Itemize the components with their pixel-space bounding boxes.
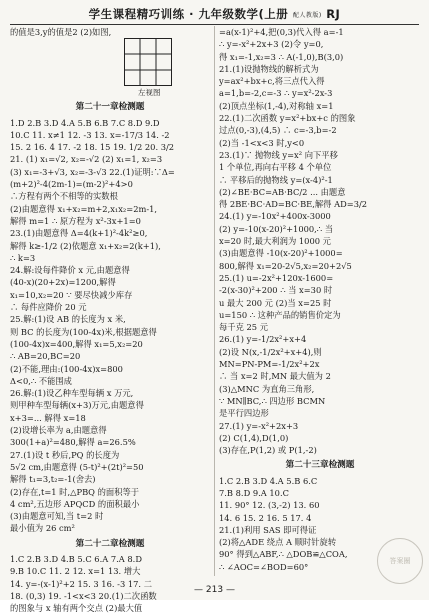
answer-line: (2)设 N(x,-1/2x²+x+4),则 <box>219 346 322 357</box>
answer-line: 5√2 cm,由题意得 (5-t)²+(2t)²=50 <box>10 461 144 472</box>
answer-line: 10.C 11. x≠1 12. -3 13. x=-17/3 14. -2 <box>10 129 170 140</box>
answer-line: 14. 6 15. 2 16. 5 17. 4 <box>219 512 312 523</box>
answer-line: 14. y=-(x-1)²+2 15. 3 16. -3 17. 二 <box>10 578 152 589</box>
answer-line: x+3=... 解得 x=18 <box>10 412 86 423</box>
section-title-21: 第二十一章检测题 <box>75 102 145 113</box>
answer-line: 得 2BE·BC·AD=BC·BE,解得 AD=3/2 <box>219 199 368 210</box>
answer-line: 解得 k≥-1/2 (2)依题意 x₁+x₂=2(k+1), <box>10 240 161 251</box>
answer-line: 26.(1) y=-1/2x²+x+4 <box>219 334 307 345</box>
answer-line: (100-4x)x=400,解得 x₁=5,x₂=20 <box>10 338 143 349</box>
header-subtitle: 配人教版) <box>292 12 322 19</box>
answer-line: 1 个单位,再向右平移 4 个单位 <box>219 162 332 173</box>
answer-line: ∴ 每件应降价 20 元 <box>10 302 87 313</box>
answer-line: 23.(1)∵ 抛物线 y=x² 向下平移 <box>219 149 338 160</box>
right-column <box>219 26 421 576</box>
grid-diagram <box>124 38 172 86</box>
answer-line: 90° 得到△ABF,∴ △DOB≌△COA, <box>219 549 348 560</box>
answer-line: a=1,b=-2,c=-3 ∴ y=x²-2x-3 <box>219 88 333 99</box>
answer-line: ∴ 当 x=2 时,MN 最大值为 2 <box>219 371 331 382</box>
answer-line: (2)存在,t=1 时,△PBQ 的面积等于 <box>10 486 140 497</box>
header-code: RJ <box>326 7 341 21</box>
answer-line: 27.(1) y=-x²+2x+3 <box>219 420 299 431</box>
answer-line: ∴ 平移后的抛物线 y=(x-4)²-1 <box>219 174 333 185</box>
answer-line: 则 BC 的长度为(100-4x)米,根据题意得 <box>10 326 157 337</box>
answer-line: (2)顶点坐标(1,-4),对称轴 x=1 <box>219 100 334 111</box>
answer-line: 25.(1) u=-2x²+120x-1600= <box>219 272 334 283</box>
answer-line: (3)由题意可知,当 t=2 时 <box>10 511 104 522</box>
answer-line: 25.解:(1)设 AB 的长度为 x 米, <box>10 314 126 325</box>
watermark-stamp: 答案圈 <box>377 538 423 584</box>
answer-line: 解得 t₁=3,t₂=-1(舍去) <box>10 474 96 485</box>
answer-line: (2)将△ADE 绕点 A 顺时针旋转 <box>219 537 337 548</box>
answer-line: ∴ ∠AOC=∠BOD=60° <box>219 561 309 572</box>
answer-line: u 最大 200 元 (2)当 x=25 时 <box>219 297 332 308</box>
answer-line: 每千克 25 元 <box>219 322 269 333</box>
answer-line: (2) C(1,4),D(1,0) <box>219 432 289 443</box>
section-title-23: 第二十三章检测题 <box>285 460 355 471</box>
answer-line: 则甲种车型每辆(x+3)万元,由题意得 <box>10 400 144 411</box>
answer-line: (m+2)²-4(2m-1)=(m-2)²+4>0 <box>10 179 133 190</box>
answer-line: (2) y=-10(x-20)²+1000,∴ 当 <box>219 223 334 234</box>
answer-line: (2)∠BE·BC=AB·BC/2 ... 由题意 <box>219 186 346 197</box>
answer-line: 解得 m=1 ∴ 原方程为 x²-3x+1=0 <box>10 215 141 226</box>
answer-line: 300(1+a)²=480,解得 a=26.5% <box>10 437 136 448</box>
answer-line: -2(x-30)²+200 ∴ 当 x=30 时 <box>219 285 333 296</box>
answer-line: 18. (0,3) 19. -1<x<3 20.(1)二次函数 <box>10 590 157 601</box>
answer-line: Δ<0,∴ 不能围成 <box>10 375 72 386</box>
grid-figure <box>120 38 200 98</box>
answer-line: (2)设增长率为 a,由题意得 <box>10 425 107 436</box>
answer-line: y=ax²+bx+c,将三点代入得 <box>219 76 325 87</box>
answer-line: 过点(0,-3),(4,5) ∴ c=-3,b=-2 <box>219 125 337 136</box>
answer-line: (3)存在,P(1,2) 或 P(1,-2) <box>219 445 317 456</box>
answer-line: 1.C 2.B 3.D 4.A 5.B 6.C <box>219 475 318 486</box>
answer-line: 的图象与 x 轴有两个交点 (2)最大值 <box>10 603 143 614</box>
answer-line: x₁=10,x₂=20 ∵ 要尽快减少库存 <box>10 289 133 300</box>
left-column <box>10 26 210 614</box>
left-tail-list <box>10 553 210 614</box>
answer-line: ∴ k=3 <box>10 252 36 263</box>
answer-line: 7.B 8.D 9.A 10.C <box>219 487 289 498</box>
answer-line: 1.C 2.B 3.D 4.B 5.C 6.A 7.A 8.D <box>10 553 142 564</box>
answer-line: =a(x-1)²+4,把(0,3)代入得 a=-1 <box>219 27 344 37</box>
header-title: 学生课程精巧训练 · 九年级数学(上册 <box>88 7 289 21</box>
answer-line: 是平行四边形 <box>219 408 269 419</box>
answer-line: 24.(1) y=-10x²+400x-3000 <box>219 211 331 222</box>
answer-line: (2)不能,理由:(100-4x)x=800 <box>10 363 123 374</box>
right-answer-list <box>219 26 421 456</box>
answer-line: 21. (1) x₁=√2, x₂=-√2 (2) x₁=1, x₂=3 <box>10 154 163 165</box>
answer-line: ∵ MN∥BC,∴ 四边形 BCMN <box>219 395 326 406</box>
answer-line: 23.(1)由题意得 Δ=4(k+1)²-4k²≥0, <box>10 228 148 239</box>
answer-line: 4 cm²,五边形 APQCD 的面积最小 <box>10 498 140 509</box>
answer-line: (3) x₁=-3+√3, x₂=-3-√3 22.(1)证明:∵Δ= <box>10 166 175 177</box>
answer-line: ∴方程有两个不相等的实数根 <box>10 191 118 202</box>
answer-line: (2)由题意得 x₁+x₂=m+2,x₁x₂=2m-1, <box>10 203 158 214</box>
answer-line: 9.B 10.C 11. 2 12. x=1 13. 增大 <box>10 566 141 577</box>
answer-line: ∴ AB=20,BC=20 <box>10 351 81 362</box>
section-title-22: 第二十二章检测题 <box>75 538 145 549</box>
answer-line: 21.(1)设抛物线的解析式为 <box>219 63 319 74</box>
answer-line: (40-x)(20+2x)=1200,解得 <box>10 277 116 288</box>
answer-line: (3)△MNC 为直角三角形, <box>219 383 315 394</box>
intro-line: 的值是3,y的值是2 (2)如图, <box>10 27 112 37</box>
answer-line: 26.解:(1)设乙种车型每辆 x 万元, <box>10 388 134 399</box>
answer-line: 11. 90° 12. (3,-2) 13. 60 <box>219 500 320 511</box>
answer-line: ∴ y=-x²+2x+3 (2)令 y=0, <box>219 39 324 50</box>
column-divider <box>214 26 215 576</box>
answer-line: 21.(1)利用 SAS 即可得证 <box>219 524 317 535</box>
answer-line: 800,解得 x₁=20-2√5,x₂=20+2√5 <box>219 260 352 271</box>
left-answer-list <box>10 117 210 535</box>
answer-line: 27.(1)设 t 秒后,PQ 的长度为 <box>10 449 120 460</box>
figure-label: 左视图 <box>138 88 161 98</box>
answer-line: 最小值为 26 cm² <box>10 523 75 534</box>
page-number: — 213 — <box>194 585 235 595</box>
answer-line: 22.(1)二次函数 y=x²+bx+c 的图象 <box>219 113 356 124</box>
header-rule <box>10 24 419 25</box>
answer-line: 15. 2 16. 4 17. -2 18. 15 19. 1/2 20. 3/2 <box>10 142 175 153</box>
answer-line: MN=PN-PM=-1/2x²+2x <box>219 359 320 370</box>
answer-line: 1.D 2.B 3.D 4.A 5.B 6.B 7.C 8.D 9.D <box>10 117 160 128</box>
answer-line: 得 x₁=-1,x₂=3 ∴ A(-1,0),B(3,0) <box>219 51 344 62</box>
page-header <box>0 6 429 24</box>
answer-line: (2)当 -1<x<3 时,y<0 <box>219 137 305 148</box>
answer-line: x=20 时,最大利润为 1000 元 <box>219 236 331 247</box>
answer-line: (3)由题意得 -10(x-20)²+1000= <box>219 248 343 259</box>
answer-line: u=150 ∴ 这种产品的销售价定为 <box>219 309 341 320</box>
answer-line: 24.解:设每件降价 x 元,由题意得 <box>10 265 130 276</box>
